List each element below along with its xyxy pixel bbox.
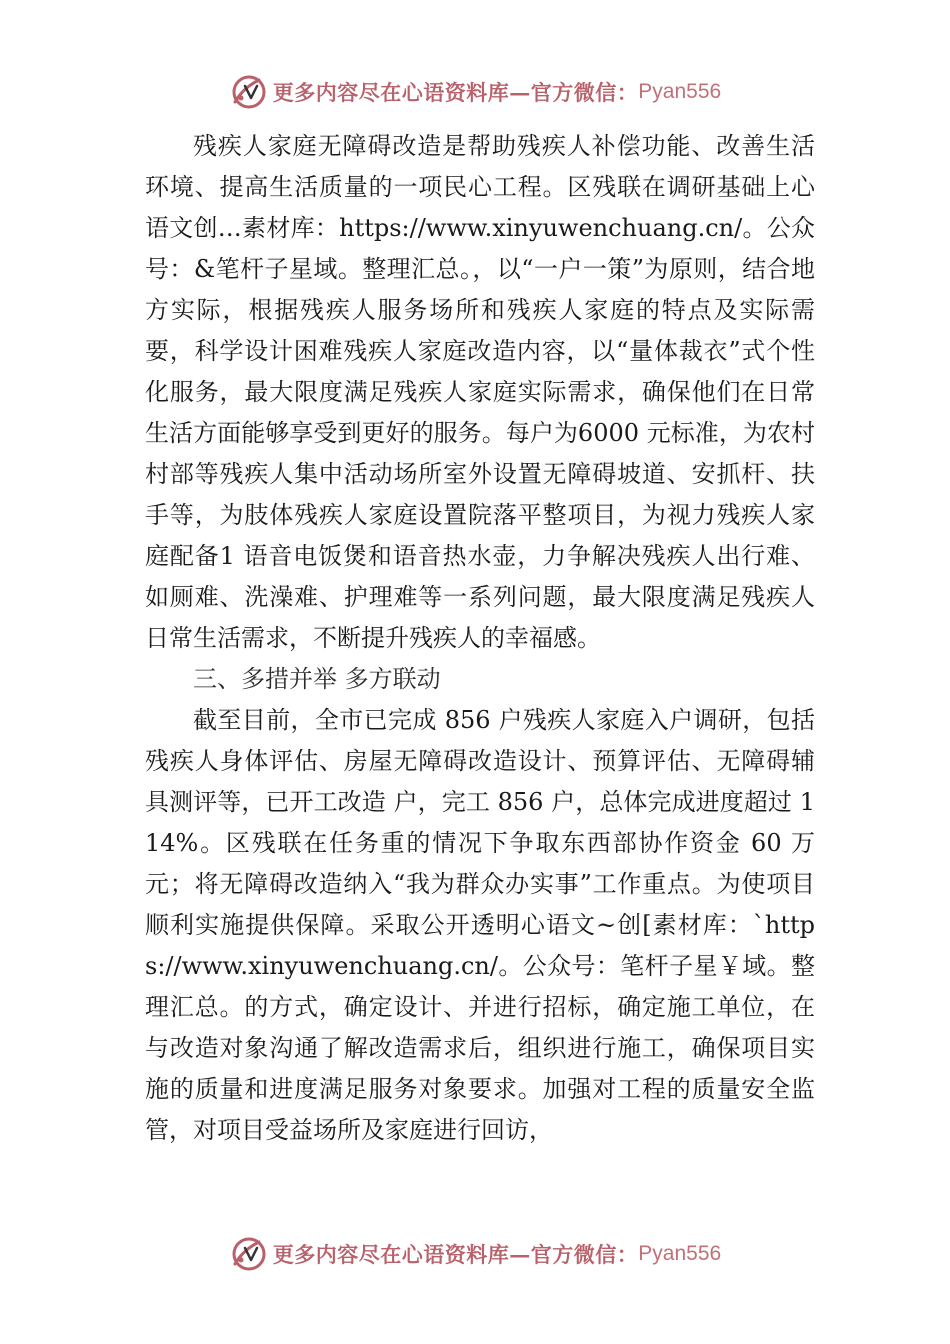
watermark-banner-top [0, 70, 950, 114]
section-heading: 三、多措并举 多方联动 [193, 665, 441, 693]
watermark-logo-icon [229, 72, 269, 112]
watermark-wechat-id: Pyan556 [638, 1242, 722, 1265]
watermark-wechat-id: Pyan556 [638, 80, 722, 103]
watermark-logo-icon [229, 1234, 269, 1274]
watermark-text: 更多内容尽在心语资料库—官方微信： [272, 1242, 639, 1267]
body-paragraph: 残疾人家庭无障碍改造是帮助残疾人补偿功能、改善生活环境、提高生活质量的一项民心工程。区残联在调研基础上心语文创…素材库：https://www.xinyuwenchuang.cn/。公众号：&笔杆子星域。整理汇总。，以“一户一策”为原则，结合地方实际，根据残疾人服务场所和残疾人家庭的特点及实际需要，科学设计困难残疾人家庭改造内容，以“量体裁衣”式个性化服务，最大限度满足残疾人家庭实际需求，确保他们在日常生活方面能够享受到更好的服务。每户为6000 元标准，为农村村部等残疾人集中活动场所室外设置无障碍坡道、安抓杆、扶手等，为肢体残疾人家庭设置院落平整项目，为视力残疾人家庭配备1 语音电饭煲和语音热水壶，力争解决残疾人出行难、如厕难、洗澡难、护理难等一系列问题，最大限度满足残疾人日常生活需求，不断提升残疾人的幸福感。 [145, 132, 815, 652]
body-paragraph: 截至目前，全市已完成 856 户残疾人家庭入户调研，包括残疾人身体评估、房屋无障碍改造设计、预算评估、无障碍辅具测评等，已开工改造 户，完工 856 户，总体完成进度超过 114%。区残联在任务重的情况下争取东西部协作资金 60 万元；将无障碍改造纳入“我为群众办实事”工作重点。为使项目顺利实施提供保障。采取公开透明心语文~创[素材库：`https://www.xinyuwenchuang.cn/。公众号：笔杆子星￥域。整理汇总。的方式，确定设计、并进行招标，确定施工单位，在与改造对象沟通了解改造需求后，组织进行施工，确保项目实施的质量和进度满足服务对象要求。加强对工程的质量安全监管，对项目受益场所及家庭进行回访， [145, 706, 815, 1144]
watermark-text: 更多内容尽在心语资料库—官方微信： [272, 80, 639, 105]
document-body [145, 126, 815, 1151]
watermark-banner-bottom [0, 1232, 950, 1276]
